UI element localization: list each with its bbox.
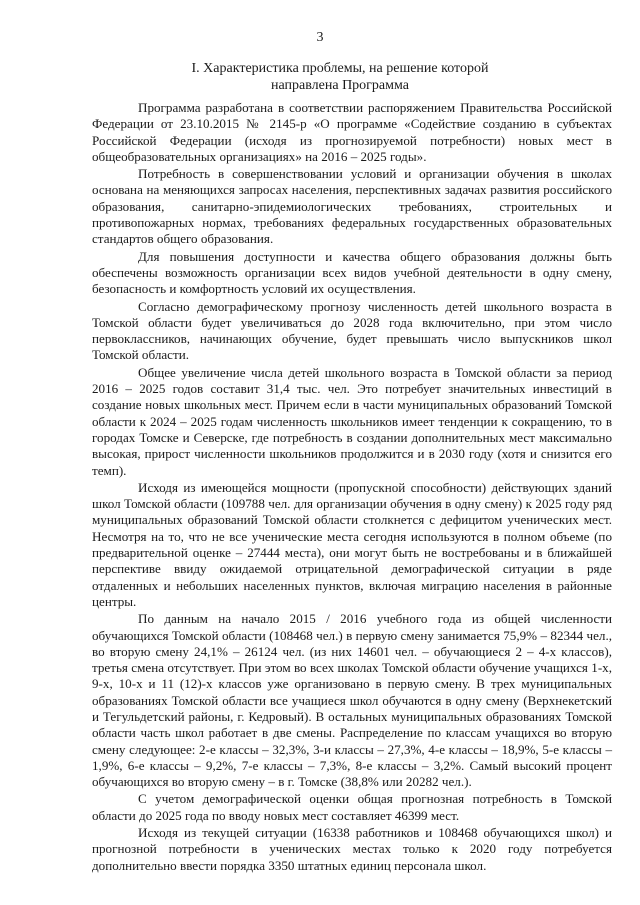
paragraph-5: Общее увеличение числа детей школьного возраста в Томской области за период 2016 – 2025 годов составит 31,4 тыс. чел. Это потребует значительных инвестиций в создание новых школьных мест. Причем если в части муниципальных образований Томской области к 2024 – 2025 годам численность школьников имеет тенденции к сокращению, то в городах Томске и Северске, где потребность в создании дополнительных мест максимально высокая, прирост численности школьников продолжится и в 2030 году (хотя и снизится его темп). [92,364,612,478]
paragraph-7: По данным на начало 2015 / 2016 учебного года из общей численности обучающихся Томской области (108468 чел.) в первую смену занимается 75,9% – 82344 чел., во вторую смену 24,1% – 26124 чел. (из них 14601 чел. – обучающиеся 2 – 4-х классов), третья смена отсутствует. При этом во всех школах Томской области обучение учащихся 1-х, 9-х, 10-х и 11 (12)-х классов уже организовано в первую смену. В трех муниципальных образованиях Томской области все учащиеся школ обучаются в одну смену (Верхнекетский и Тегульдетский районы, г. Кедровый). В остальных муниципальных образованиях Томской области часть школ работает в две смены. Распределение по классам учащихся во вторую смену следующее: 2-е классы – 32,3%, 3-и классы – 27,3%, 4-е классы – 18,9%, 5-е классы – 1,9%, 6-е классы – 9,2%, 7-е классы – 7,3%, 8-е классы – 3,2%. Самый высокий процент обучающихся во вторую смену – в г. Томске (38,8% или 20282 чел.). [92,611,612,790]
page-number: 3 [316,30,324,45]
paragraph-8: С учетом демографической оценки общая прогнозная потребность в Томской области до 2025 года по вводу новых мест составляет 46399 мест. [92,791,612,823]
paragraph-1: Программа разработана в соответствии распоряжением Правительства Российской Федерации от 23.10.2015 № 2145-р «О программе «Содействие созданию в субъектах Российской Федерации (исходя из прогнозируемой потребности) новых мест в общеобразовательных организациях» на 2016 – 2025 годы». [92,100,612,164]
section-heading-line-1: I. Характеристика проблемы, на решение которой [191,61,489,76]
section-heading-line-2: направлена Программа [271,78,409,93]
paragraph-4: Согласно демографическому прогнозу численность детей школьного возраста в Томской области будет увеличиваться до 2028 года включительно, при этом число первоклассников, начинающих обучение, будет превышать число выпускников школ Томской области. [92,298,612,363]
paragraph-3: Для повышения доступности и качества общего образования должны быть обеспечены возможность организации всех видов учебной деятельности в одну смену, безопасность и комфортность условий их осуществления. [92,248,612,297]
document-body [92,100,612,874]
section-heading [90,60,590,94]
paragraph-2: Потребность в совершенствовании условий и организации обучения в школах основана на меняющихся запросах населения, перспективных задачах развития российского образования, санитарно-эпидемиологических требованиях, строительных и противопожарных нормах, требованиях федеральных государственных образовательных стандартов общего образования. [92,166,612,247]
paragraph-9: Исходя из текущей ситуации (16338 работников и 108468 обучающихся школ) и прогнозной потребности в ученических местах только к 2020 году потребуется дополнительно ввести порядка 3350 штатных единиц персонала школ. [92,825,612,873]
paragraph-6: Исходя из имеющейся мощности (пропускной способности) действующих зданий школ Томской области (109788 чел. для организации обучения в одну смену) к 2025 году ряд муниципальных образований Томской области столкнется с дефицитом ученических мест. Несмотря на то, что не все ученические места сегодня используются в полном объеме (по предварительной оценке – 27444 места), они могут быть не востребованы и в ближайшей перспективе ввиду ожидаемой отрицательной демографической ситуации в ряде отдаленных и небольших населенных пунктов, включая миграцию населения в районные центры. [92,479,612,609]
